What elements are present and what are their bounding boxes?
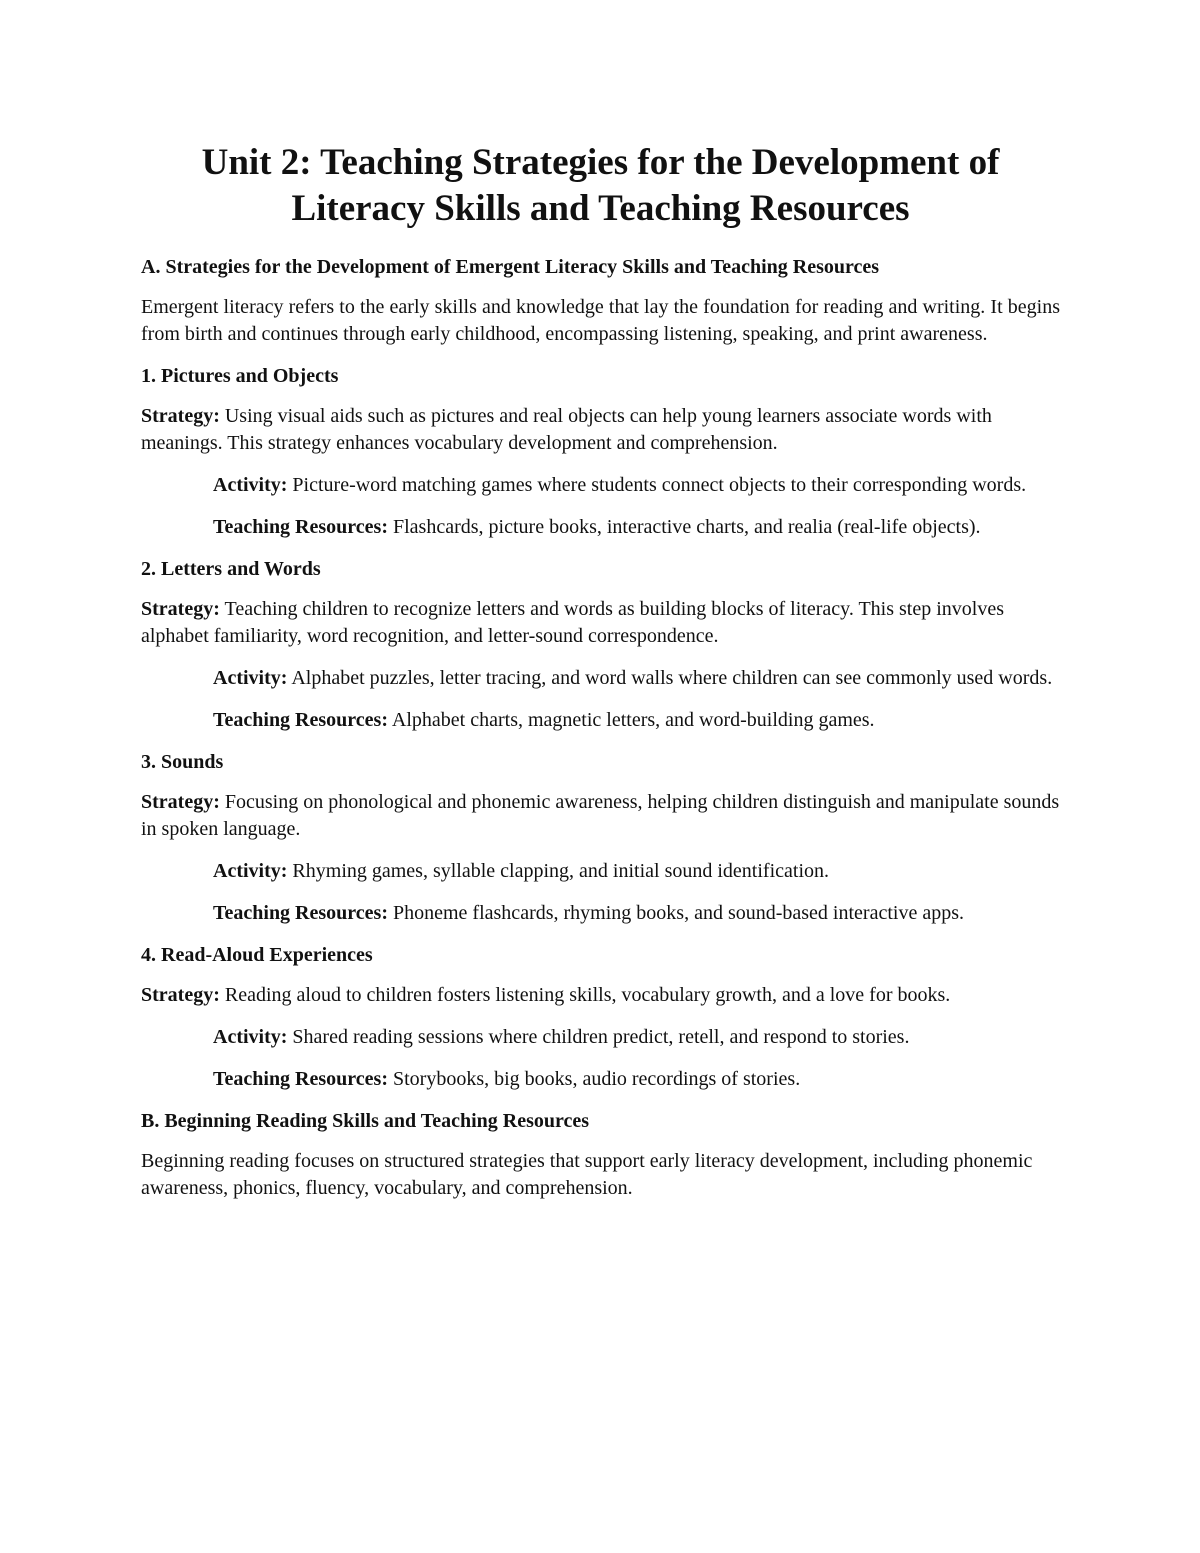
resources-paragraph <box>213 1066 1060 1093</box>
activity-paragraph <box>213 1024 1060 1051</box>
strategy-text: Teaching children to recognize letters and words as building blocks of literacy. This step involves alphabet familiarity, word recognition, and letter-sound correspondence. <box>141 598 1005 647</box>
item-heading: 1. Pictures and Objects <box>141 365 339 387</box>
resources-text: Storybooks, big books, audio recordings of stories. <box>393 1068 801 1090</box>
section-b-intro: Beginning reading focuses on structured strategies that support early literacy development, including phonemic awareness, phonics, fluency, vocabulary, and comprehension. <box>141 1150 1033 1199</box>
section-a-intro: Emergent literacy refers to the early skills and knowledge that lay the foundation for reading and writing. It begins from birth and continues through early childhood, encompassing listening, speaking, and print awareness. <box>141 296 1060 345</box>
resources-label: Teaching Resources: <box>213 1068 388 1090</box>
strategy-paragraph <box>141 596 1060 650</box>
item-heading: 3. Sounds <box>141 751 224 773</box>
strategy-label: Strategy: <box>141 405 220 427</box>
item-heading: 2. Letters and Words <box>141 558 321 580</box>
activity-label: Activity: <box>213 474 288 496</box>
activity-label: Activity: <box>213 1026 288 1048</box>
activity-paragraph <box>213 858 1060 885</box>
resources-text: Flashcards, picture books, interactive charts, and realia (real-life objects). <box>393 516 981 538</box>
resources-paragraph <box>213 514 1060 541</box>
resources-paragraph <box>213 900 1060 927</box>
page-title: Unit 2: Teaching Strategies for the Development of Literacy Skills and Teaching Resources <box>201 142 1000 229</box>
item-heading: 4. Read-Aloud Experiences <box>141 944 373 966</box>
strategy-paragraph <box>141 789 1060 843</box>
strategy-text: Using visual aids such as pictures and real objects can help young learners associate words with meanings. This strategy enhances vocabulary development and comprehension. <box>141 405 992 454</box>
activity-text: Shared reading sessions where children predict, retell, and respond to stories. <box>292 1026 910 1048</box>
section-a-heading: A. Strategies for the Development of Emergent Literacy Skills and Teaching Resources <box>141 256 880 278</box>
strategy-paragraph <box>141 403 1060 457</box>
activity-text: Rhyming games, syllable clapping, and initial sound identification. <box>292 860 829 882</box>
strategy-label: Strategy: <box>141 984 220 1006</box>
strategy-label: Strategy: <box>141 791 220 813</box>
resources-paragraph <box>213 707 1060 734</box>
activity-label: Activity: <box>213 860 288 882</box>
activity-text: Alphabet puzzles, letter tracing, and word walls where children can see commonly used words. <box>291 667 1053 689</box>
strategy-text: Focusing on phonological and phonemic awareness, helping children distinguish and manipulate sounds in spoken language. <box>141 791 1060 840</box>
section-b-heading: B. Beginning Reading Skills and Teaching Resources <box>141 1110 590 1132</box>
activity-paragraph <box>213 665 1060 692</box>
activity-paragraph <box>213 472 1060 499</box>
activity-text: Picture-word matching games where students connect objects to their corresponding words. <box>292 474 1027 496</box>
strategy-paragraph <box>141 982 1060 1009</box>
resources-label: Teaching Resources: <box>213 709 388 731</box>
activity-label: Activity: <box>213 667 288 689</box>
strategy-label: Strategy: <box>141 598 220 620</box>
resources-label: Teaching Resources: <box>213 516 388 538</box>
resources-label: Teaching Resources: <box>213 902 388 924</box>
strategy-text: Reading aloud to children fosters listening skills, vocabulary growth, and a love for books. <box>224 984 951 1006</box>
resources-text: Alphabet charts, magnetic letters, and word-building games. <box>391 709 875 731</box>
resources-text: Phoneme flashcards, rhyming books, and sound-based interactive apps. <box>393 902 964 924</box>
